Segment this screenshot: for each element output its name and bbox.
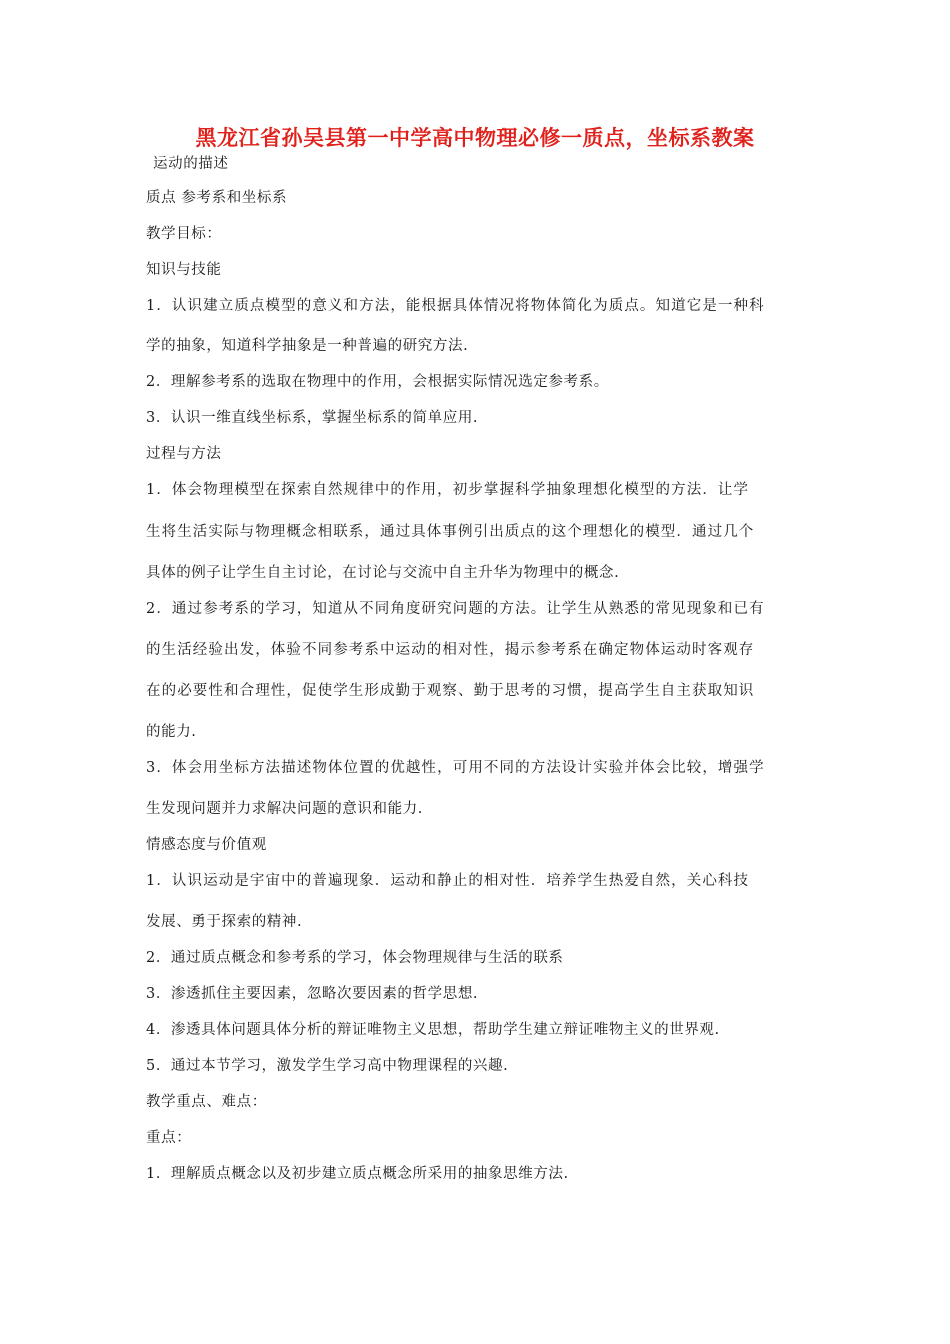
- paragraph-line: 学的抽象，知道科学抽象是一种普遍的研究方法.: [146, 338, 469, 354]
- key-points-heading: 教学重点、难点：: [146, 1094, 267, 1110]
- section-heading: 质点 参考系和坐标系: [146, 190, 288, 206]
- paragraph-line: 生发现问题并力求解决问题的意识和能力.: [146, 801, 424, 817]
- document-title: 黑龙江省孙吴县第一中学高中物理必修一质点，坐标系教案: [195, 126, 755, 150]
- paragraph-line: 1．认识运动是宇宙中的普遍现象．运动和静止的相对性．培养学生热爱自然，关心科技: [146, 873, 750, 889]
- paragraph-line: 4．渗透具体问题具体分析的辩证唯物主义思想，帮助学生建立辩证唯物主义的世界观.: [146, 1022, 720, 1038]
- paragraph-line: 1．理解质点概念以及初步建立质点概念所采用的抽象思维方法.: [146, 1166, 569, 1182]
- emphasis-heading: 重点：: [146, 1130, 192, 1146]
- paragraph-line: 在的必要性和合理性，促使学生形成勤于观察、勤于思考的习惯，提高学生自主获取知识: [146, 683, 755, 699]
- paragraph-line: 2．通过质点概念和参考系的学习，体会物理规律与生活的联系: [146, 950, 564, 966]
- paragraph-line: 3．体会用坐标方法描述物体位置的优越性，可用不同的方法设计实验并体会比较，增强学: [146, 760, 765, 776]
- paragraph-line: 具体的例子让学生自主讨论，在讨论与交流中自主升华为物理中的概念.: [146, 565, 620, 581]
- knowledge-skills-heading: 知识与技能: [146, 262, 222, 278]
- paragraph-line: 1．体会物理模型在探索自然规律中的作用，初步掌握科学抽象理想化模型的方法．让学: [146, 482, 750, 498]
- paragraph-line: 发展、勇于探索的精神.: [146, 914, 303, 930]
- paragraph-line: 生将生活实际与物理概念相联系，通过具体事例引出质点的这个理想化的模型．通过几个: [146, 524, 755, 540]
- objectives-heading: 教学目标：: [146, 226, 222, 242]
- paragraph-line: 2．理解参考系的选取在物理中的作用，会根据实际情况选定参考系。: [146, 374, 609, 390]
- attitude-values-heading: 情感态度与价值观: [146, 837, 267, 853]
- paragraph-line: 的生活经验出发，体验不同参考系中运动的相对性，揭示参考系在确定物体运动时客观存: [146, 642, 755, 658]
- paragraph-line: 的能力.: [146, 724, 197, 740]
- paragraph-line: 1．认识建立质点模型的意义和方法，能根据具体情况将物体简化为质点。知道它是一种科: [146, 298, 765, 314]
- paragraph-line: 5．通过本节学习，激发学生学习高中物理课程的兴趣.: [146, 1058, 509, 1074]
- chapter-heading: 运动的描述: [153, 156, 229, 172]
- paragraph-line: 3．认识一维直线坐标系，掌握坐标系的简单应用.: [146, 410, 479, 426]
- process-method-heading: 过程与方法: [146, 446, 222, 462]
- paragraph-line: 3．渗透抓住主要因素，忽略次要因素的哲学思想.: [146, 986, 479, 1002]
- paragraph-line: 2．通过参考系的学习，知道从不同角度研究问题的方法。让学生从熟悉的常见现象和已有: [146, 601, 765, 617]
